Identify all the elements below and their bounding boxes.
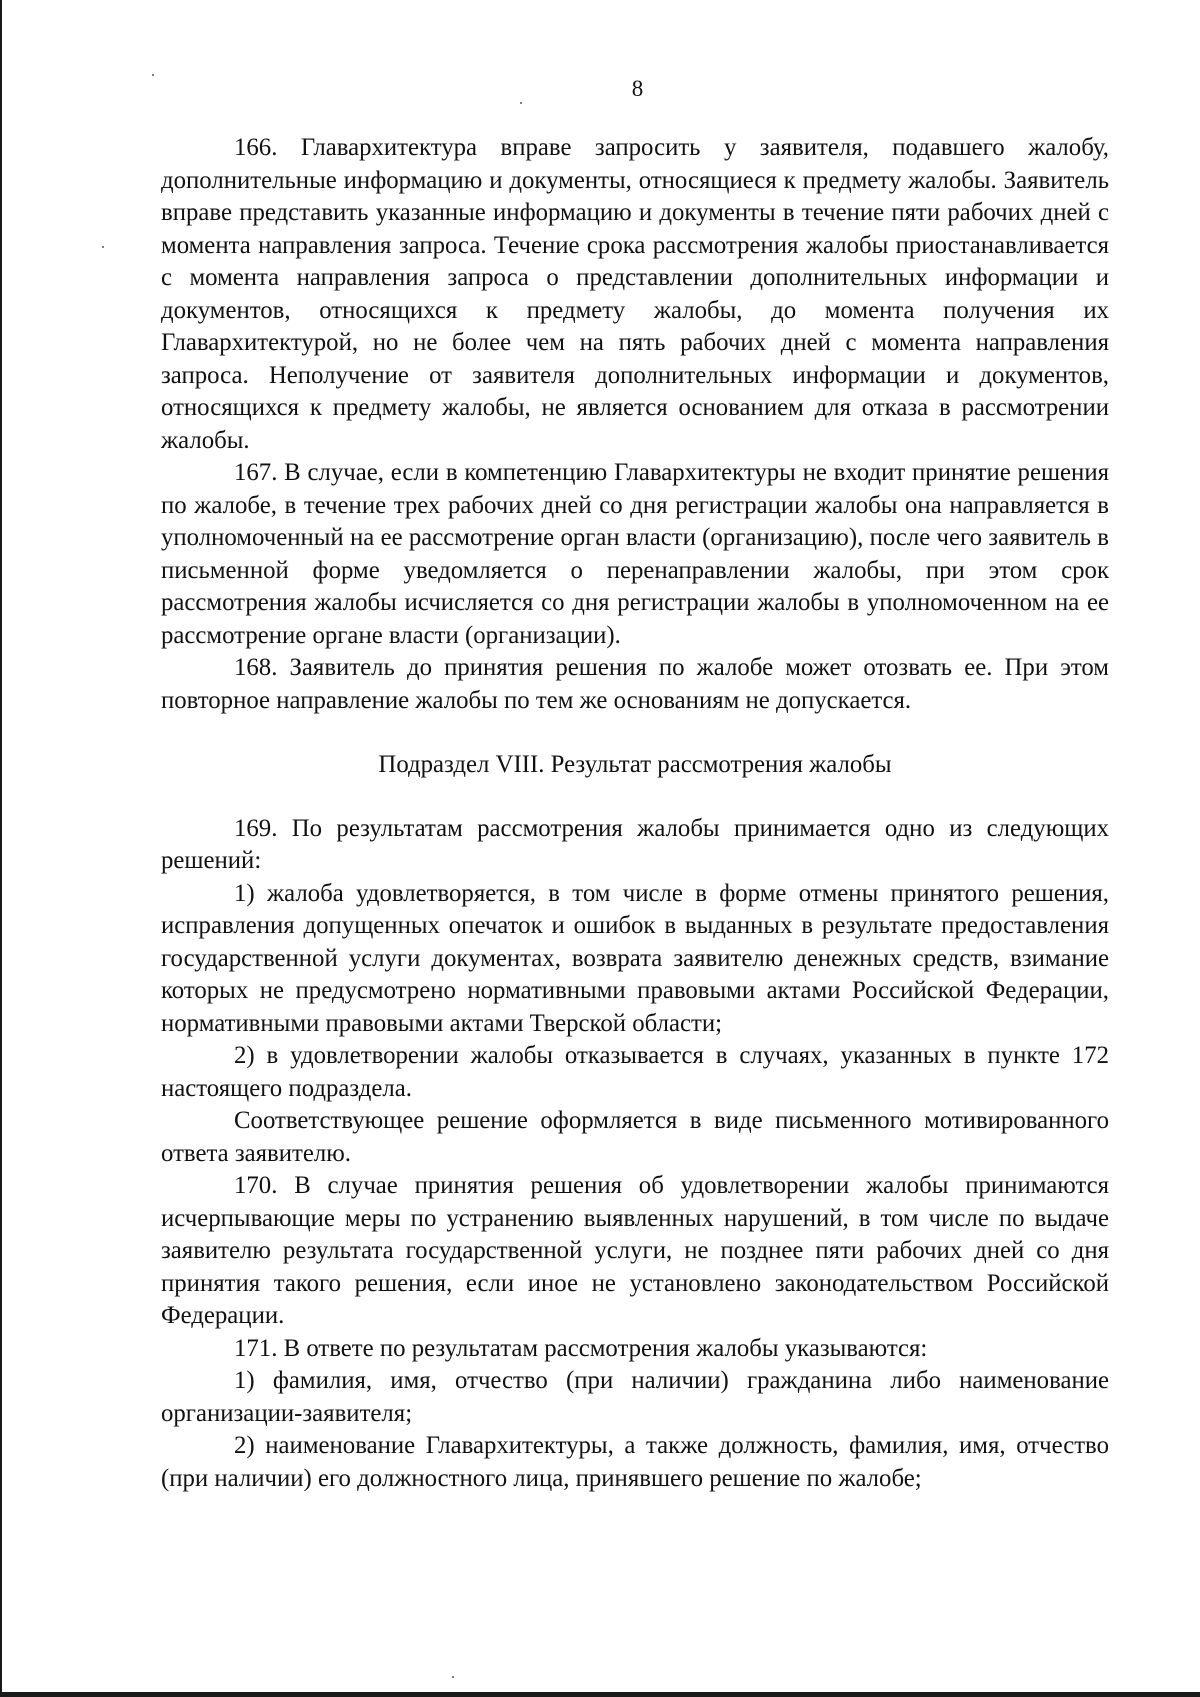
paragraph-167: 167. В случае, если в компетенцию Главархитектуры не входит принятие решения по жалобе, в течение трех рабочих дней со дня регистрации жалобы она направляется в уполномоченный на ее рассмотрение орган власти (организацию), после чего заявитель в письменной форме уведомляется о перенаправлении жалобы, при этом срок рассмотрения жалобы исчисляется со дня регистрации жалобы в уполномоченном на ее рассмотрение органе власти (организации). — [161, 459, 1109, 649]
paragraph-171-item-1: 1) фамилия, имя, отчество (при наличии) гражданина либо наименование организации-заявителя; — [161, 1367, 1109, 1427]
scan-speck — [102, 246, 104, 248]
paragraph-169: 169. По результатам рассмотрения жалобы принимается одно из следующих решений: — [161, 814, 1109, 874]
paragraph-166: 166. Главархитектура вправе запросить у заявителя, подавшего жалобу, дополнительные информацию и документы, относящиеся к предмету жалобы. Заявитель вправе представить указанные информацию и документы в течение пяти рабочих дней с момента направления запроса. Течение срока рассмотрения жалобы приостанавливается с момента направления запроса о представлении дополнительных информации и документов, относящихся к предмету жалобы, до момента получения их Главархитектурой, но не более чем на пять рабочих дней с момента направления запроса. Неполучение от заявителя дополнительных информации и документов, относящихся к предмету жалобы, не является основанием для отказа в рассмотрении жалобы. — [161, 134, 1109, 454]
paragraph-170: 170. В случае принятия решения об удовлетворении жалобы принимаются исчерпывающие меры по устранению выявленных нарушений, в том числе по выдаче заявителю результата государственной услуги, не позднее пяти рабочих дней со дня принятия такого решения, если иное не установлено законодательством Российской Федерации. — [161, 1172, 1109, 1329]
paragraph-171: 171. В ответе по результатам рассмотрения жалобы указываются: — [234, 1334, 928, 1362]
scan-speck — [152, 74, 154, 76]
scan-border-bottom — [0, 1692, 1200, 1697]
paragraph-169-item-2: 2) в удовлетворении жалобы отказывается в случаях, указанных в пункте 172 настоящего подраздела. — [161, 1042, 1109, 1102]
scan-speck — [452, 1676, 454, 1678]
scan-border-left — [0, 0, 2, 1697]
document-body — [161, 132, 1109, 1495]
paragraph-168: 168. Заявитель до принятия решения по жалобе может отозвать ее. При этом повторное направление жалобы по тем же основаниям не допускается. — [161, 654, 1109, 714]
paragraph-169-item-1: 1) жалоба удовлетворяется, в том числе в форме отмены принятого решения, исправления допущенных опечаток и ошибок в выданных в результате предоставления государственной услуги документах, возврата заявителю денежных средств, взимание которых не предусмотрено нормативными правовыми актами Российской Федерации, нормативными правовыми актами Тверской области; — [161, 879, 1109, 1037]
scan-speck — [520, 102, 522, 104]
paragraph-169-note: Соответствующее решение оформляется в виде письменного мотивированного ответа заявителю. — [161, 1107, 1109, 1167]
paragraph-171-item-2: 2) наименование Главархитектуры, а также должность, фамилия, имя, отчество (при наличии) его должностного лица, принявшего решение по жалобе; — [161, 1432, 1109, 1492]
page-number: 8 — [631, 76, 644, 101]
section-heading: Подраздел VIII. Результат рассмотрения жалобы — [378, 751, 892, 778]
